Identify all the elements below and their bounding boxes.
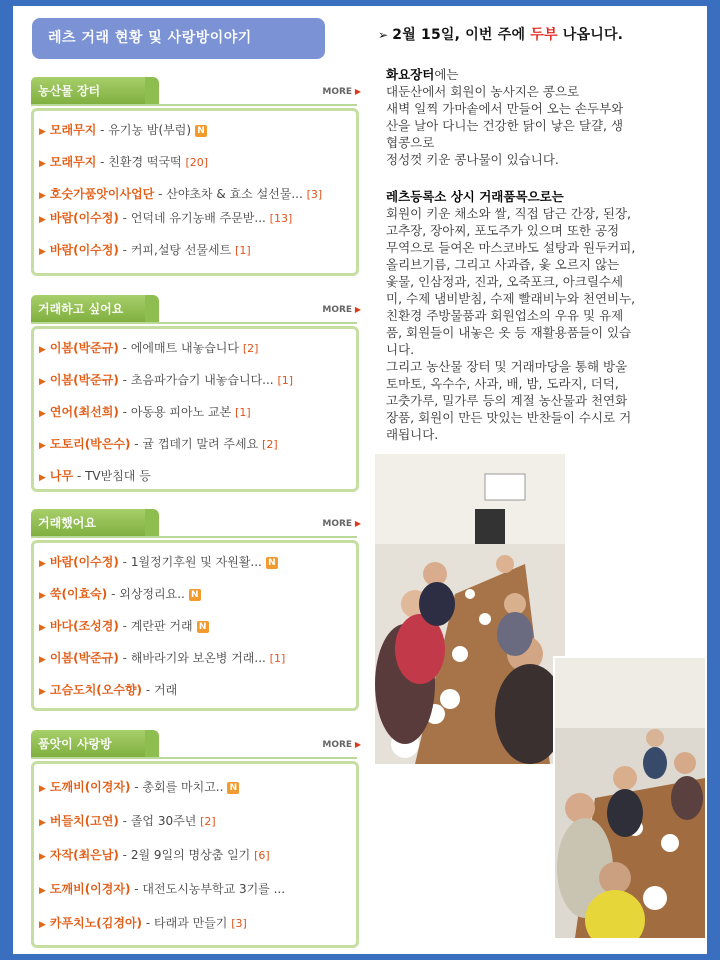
paragraph-line: 래됩니다.: [386, 427, 439, 442]
bullet-icon: ▶: [39, 623, 46, 633]
more-arrow-icon: ▶: [352, 740, 361, 749]
comment-count: [2]: [242, 342, 259, 355]
notice-headline: [378, 24, 698, 44]
item-title: 거래: [154, 683, 178, 697]
tab-divider: [31, 104, 357, 106]
list-item[interactable]: ▶ 이봄(박준규) - 해바라기와 보온병 거래... [1]: [39, 651, 286, 665]
list-item[interactable]: ▶ 쑥(이효숙) - 외상정리요.. N: [39, 587, 344, 603]
paragraph-line: 토마토, 옥수수, 사과, 배, 밤, 도라지, 더덕,: [386, 376, 619, 391]
new-badge-icon: N: [266, 557, 278, 569]
paragraph-line: 장품, 회원이 만든 맛있는 반찬들이 수시로 거: [386, 410, 632, 425]
more-arrow-icon: ▶: [352, 87, 361, 96]
bullet-icon: ▶: [39, 215, 46, 225]
list-item[interactable]: ▶ 카푸치노(김경아) - 타래과 만들기 [3]: [39, 916, 247, 930]
bullet-icon: ▶: [39, 559, 46, 569]
item-title: 졸업 30주년: [130, 814, 197, 828]
page-title: 레츠 거래 현황 및 사랑방이야기: [32, 18, 325, 59]
list-item[interactable]: ▶ 고슴도치(오수향) - 거래: [39, 683, 178, 697]
more-link[interactable]: MORE ▶: [322, 305, 361, 315]
tab-divider: [31, 536, 357, 538]
item-author: 이봄(박준규): [49, 651, 119, 665]
item-title: 에에매트 내놓습니다: [130, 341, 239, 355]
item-author: 모래무지: [49, 123, 97, 137]
bullet-icon: ▶: [39, 127, 46, 137]
page: [13, 6, 707, 954]
bullet-icon: ▶: [39, 247, 46, 257]
item-author: 바람(이수정): [49, 243, 119, 257]
tab-divider: [31, 757, 357, 759]
paragraph-line: 옻물, 인삼정과, 진과, 오죽포크, 아크릴수세: [386, 274, 624, 289]
bullet-icon: ▶: [39, 655, 46, 665]
list-item[interactable]: ▶ 바람(이수정) - 언덕네 유기농배 주문받... [13]: [39, 211, 293, 225]
comment-count: [20]: [185, 156, 209, 169]
new-badge-icon: N: [189, 589, 201, 601]
bullet-icon: ▶: [39, 920, 46, 930]
list-item[interactable]: ▶ 연어(최선희) - 아동용 피아노 교본 [1]: [39, 405, 251, 419]
item-title: 타래과 만들기: [154, 916, 228, 930]
comment-count: [2]: [200, 815, 216, 828]
item-title: TV받침대 등: [85, 469, 151, 483]
list-item[interactable]: ▶ 바람(이수정) - 커피,설탕 선물세트 [1]: [39, 243, 251, 257]
item-title: 초음파가습기 내놓습니다...: [130, 373, 274, 387]
list-item[interactable]: ▶ 도깨비(이경자) - 대전도시농부학교 3기를 ...: [39, 882, 286, 896]
item-author: 도토리(박은수): [49, 437, 131, 451]
new-badge-icon: N: [227, 782, 239, 794]
regular-heading: 레츠등록소 상시 거래품목으로는: [386, 189, 564, 204]
item-author: 나무: [49, 469, 74, 483]
bullet-icon: ▶: [39, 852, 46, 862]
more-link[interactable]: MORE ▶: [322, 740, 361, 750]
comment-count: [1]: [235, 406, 251, 419]
headline-text: 2월 15일, 이번 주에: [392, 27, 531, 43]
paragraph-line: 올리브기름, 그리고 사과즙, 옻 오르지 않는: [386, 257, 620, 272]
item-author: 카푸치노(김경아): [49, 916, 143, 930]
list-box: [31, 108, 359, 276]
list-item[interactable]: ▶ 자작(최은남) - 2월 9일의 명상춤 일기 [6]: [39, 848, 270, 862]
comment-count: [6]: [254, 849, 270, 862]
paragraph-line: 새벽 일찍 가마솥에서 만들어 오는 손두부와: [386, 101, 624, 116]
item-author: 모래무지: [49, 155, 97, 169]
item-title: 귤 껍데기 말려 주세요: [142, 437, 259, 451]
list-item[interactable]: ▶ 도토리(박은수) - 귤 껍데기 말려 주세요 [2]: [39, 437, 278, 451]
tab-divider: [31, 322, 357, 324]
paragraph-line: 대둔산에서 회원이 농사지은 콩으로: [386, 84, 580, 99]
bullet-icon: ▶: [39, 886, 46, 896]
list-item[interactable]: ▶ 버들치(고연) - 졸업 30주년 [2]: [39, 814, 216, 828]
paragraph-line: 고추장, 장아찌, 포도주가 있으며 또한 공정: [386, 223, 620, 238]
item-title: 1월정기후원 및 자원활...: [130, 555, 262, 569]
list-item[interactable]: ▶ 도깨비(이경자) - 총회를 마치고.. N: [39, 780, 344, 796]
bullet-icon: ▶: [39, 591, 46, 601]
item-author: 연어(최선희): [49, 405, 119, 419]
tab-want-to-trade[interactable]: 거래하고 싶어요: [31, 295, 151, 323]
more-arrow-icon: ▶: [352, 305, 361, 314]
more-link[interactable]: MORE ▶: [322, 87, 361, 97]
comment-count: [1]: [277, 374, 294, 387]
item-title: 계란판 거래: [130, 619, 193, 633]
item-author: 고슴도치(오수향): [49, 683, 143, 697]
list-box: [31, 540, 359, 711]
paragraph-line: 산을 날아 다니는 건강한 닭이 낳은 달걀, 생: [386, 118, 624, 133]
paragraph-line: 니다.: [386, 342, 415, 357]
item-author: 바람(이수정): [49, 211, 119, 225]
item-author: 쑥(이효숙): [49, 587, 108, 601]
item-title: 아동용 피아노 교본: [130, 405, 232, 419]
paragraph-line: 협콩으로: [386, 135, 435, 150]
list-item[interactable]: ▶ 모래무지 - 친환경 떡국떡 [20]: [39, 155, 209, 169]
item-author: 이봄(박준규): [49, 373, 119, 387]
item-author: 이봄(박준규): [49, 341, 119, 355]
bullet-icon: ▶: [39, 441, 46, 451]
list-item[interactable]: ▶ 호숫가품앗이사업단 - 산야초차 & 효소 설선물... [3]: [39, 187, 323, 201]
comment-count: [13]: [269, 212, 293, 225]
list-box: [31, 761, 359, 948]
item-title: 해바라기와 보온병 거래...: [130, 651, 266, 665]
list-item[interactable]: ▶ 모래무지 - 유기농 밤(부럼) N: [39, 123, 344, 139]
bullet-icon: ▶: [39, 818, 46, 828]
bullet-icon: ▶: [39, 473, 46, 483]
item-title: 총회를 마치고..: [142, 780, 224, 794]
bullet-icon: ▶: [39, 345, 46, 355]
list-item[interactable]: ▶ 이봄(박준규) - 에에매트 내놓습니다 [2]: [39, 341, 259, 355]
item-author: 바다(조성경): [49, 619, 119, 633]
item-title: 커피,설탕 선물세트: [130, 243, 232, 257]
list-item[interactable]: ▶ 이봄(박준규) - 초음파가습기 내놓습니다... [1]: [39, 373, 294, 387]
tab-sarangbang[interactable]: 품앗이 사랑방: [31, 730, 151, 758]
comment-count: [2]: [262, 438, 278, 451]
dinner-photo-1-image: [375, 454, 565, 764]
item-title: 친환경 떡국떡: [108, 155, 182, 169]
item-author: 버들치(고연): [49, 814, 119, 828]
dinner-photo-2-image: [555, 658, 705, 938]
item-author: 도깨비(이경자): [49, 882, 131, 896]
paragraph-line: 품, 회원들이 내놓은 옷 등 재활용품들이 있습: [386, 325, 632, 340]
section-sarangbang: [31, 730, 361, 952]
dinner-photo-1: [375, 454, 565, 764]
item-title: 대전도시농부학교 3기를 ...: [142, 882, 286, 896]
paragraph-line: 고춧가루, 밀가루 등의 계절 농산물과 천연화: [386, 393, 628, 408]
section-farm-market: [31, 77, 361, 277]
paragraph-line: 그리고 농산물 장터 및 거래마당을 통해 방울: [386, 359, 628, 374]
tuesday-market-paragraph: [378, 66, 698, 168]
new-badge-icon: N: [195, 125, 207, 137]
list-item[interactable]: ▶ 나무 - TV받침대 등: [39, 469, 151, 483]
arrow-bullet-icon: ➢: [378, 28, 389, 42]
paragraph-line: 정성껏 키운 콩나물이 있습니다.: [386, 152, 559, 167]
item-title: 유기농 밤(부럼): [108, 123, 191, 137]
paragraph-line: 친환경 주방물품과 회원업소의 우유 및 유제: [386, 308, 624, 323]
regular-items-paragraph: [378, 188, 698, 443]
comment-count: [1]: [269, 652, 286, 665]
tab-traded[interactable]: 거래했어요: [31, 509, 151, 537]
section-traded: [31, 509, 361, 715]
bullet-icon: ▶: [39, 377, 46, 387]
list-item[interactable]: ▶ 바람(이수정) - 1월정기후원 및 자원활... N: [39, 555, 344, 571]
item-title: 외상정리요..: [119, 587, 185, 601]
comment-count: [3]: [231, 917, 247, 930]
comment-count: [1]: [235, 244, 251, 257]
new-badge-icon: N: [197, 621, 209, 633]
item-author: 호숫가품앗이사업단: [49, 187, 155, 201]
item-author: 바람(이수정): [49, 555, 119, 569]
item-title: 산야초차 & 효소 설선물...: [166, 187, 303, 201]
item-title: 2월 9일의 명상춤 일기: [130, 848, 251, 862]
section-want-to-trade: [31, 295, 361, 495]
more-arrow-icon: ▶: [352, 519, 361, 528]
comment-count: [3]: [306, 188, 323, 201]
item-author: 도깨비(이경자): [49, 780, 131, 794]
tab-farm-market[interactable]: 농산물 장터: [31, 77, 151, 105]
item-author: 자작(최은남): [49, 848, 119, 862]
paragraph-line: 미, 수제 냄비받침, 수제 빨래비누와 천연비누,: [386, 291, 636, 306]
notice-column: [378, 24, 698, 443]
more-link[interactable]: MORE ▶: [322, 519, 361, 529]
tuesday-heading: 화요장터에는: [386, 67, 459, 82]
paragraph-line: 회원이 키운 채소와 쌀, 직접 담근 간장, 된장,: [386, 206, 632, 221]
list-box: [31, 326, 359, 492]
bullet-icon: ▶: [39, 191, 46, 201]
bullet-icon: ▶: [39, 784, 46, 794]
bullet-icon: ▶: [39, 687, 46, 697]
bullet-icon: ▶: [39, 409, 46, 419]
headline-highlight: 두부: [530, 27, 558, 43]
paragraph-line: 무역으로 들여온 마스코바도 설탕과 원두커피,: [386, 240, 636, 255]
item-title: 언덕네 유기농배 주문받...: [130, 211, 266, 225]
list-item[interactable]: ▶ 바다(조성경) - 계란판 거래 N: [39, 619, 344, 635]
bullet-icon: ▶: [39, 159, 46, 169]
dinner-photo-2: [553, 656, 707, 940]
headline-text-end: 나옵니다.: [557, 27, 624, 43]
